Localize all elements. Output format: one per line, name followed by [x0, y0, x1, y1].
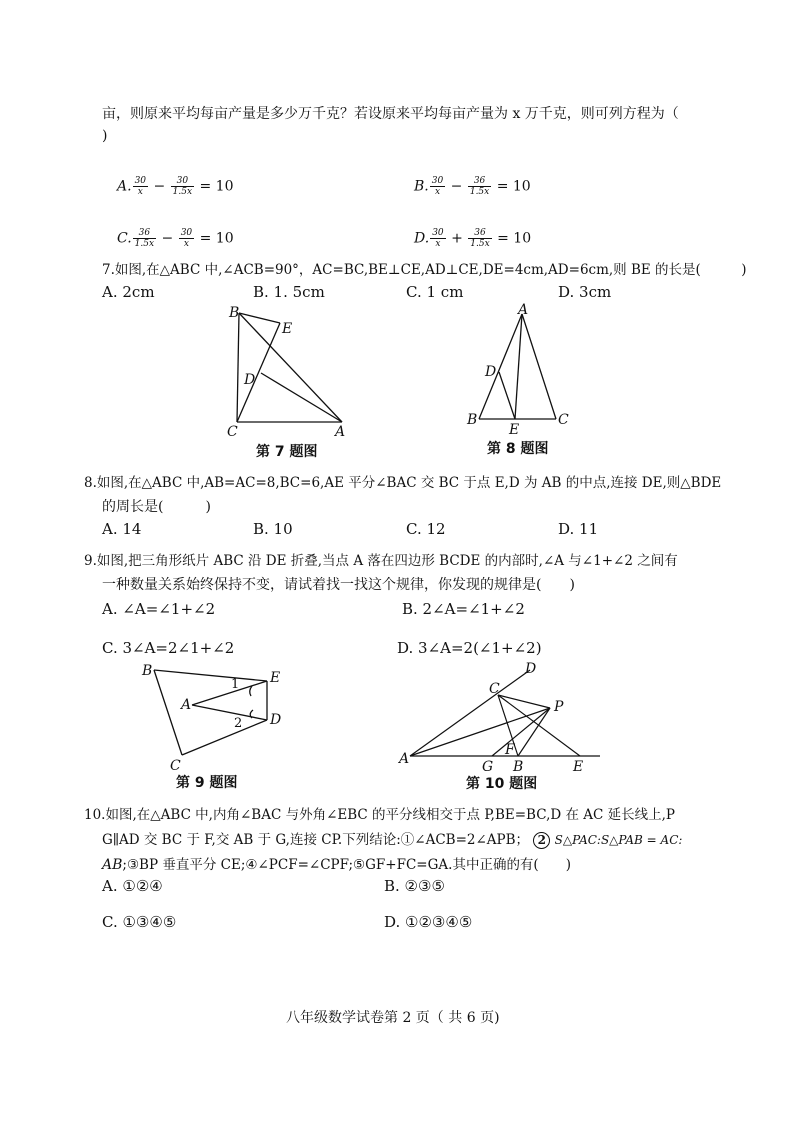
figure-7-caption: 第 7 题图	[256, 444, 318, 460]
fig10-label-f: F	[505, 742, 515, 758]
figure-9-diagram	[140, 660, 290, 770]
fig8-label-e: E	[509, 422, 520, 438]
fig9-label-a: A	[181, 697, 192, 713]
q10-option-b[interactable]: B. ②③⑤	[384, 877, 445, 895]
figure-8-diagram	[462, 300, 582, 440]
figure-10-caption: 第 10 题图	[466, 776, 538, 792]
q9-option-c[interactable]: C. 3∠A=2∠1+∠2	[102, 639, 235, 657]
q7-option-b[interactable]: B. 1. 5cm	[253, 283, 325, 301]
q8-option-d[interactable]: D. 11	[558, 520, 599, 538]
fig8-label-a: A	[518, 302, 529, 318]
circled-two: 2	[533, 832, 550, 849]
q6-option-d[interactable]: D. $\frac{30}{x}$ + $\frac{36}{1.5x}$ = 10	[414, 228, 532, 249]
q9-option-d[interactable]: D. 3∠A=2(∠1+∠2)	[397, 639, 542, 657]
q9-question-line1: 9.如图,把三角形纸片 ABC 沿 DE 折叠,当点 A 落在四边形 BCDE 的内部时,∠A 与∠1+∠2 之间有	[84, 553, 678, 569]
q7-option-d[interactable]: D. 3cm	[558, 283, 612, 301]
figure-8-caption: 第 8 题图	[487, 441, 549, 457]
q8-option-c[interactable]: C. 12	[406, 520, 446, 538]
q10-question-line1: 10.如图,在△ABC 中,内角∠BAC 与外角∠EBC 的平分线相交于点 P,BE=BC,D 在 AC 延长线上,P	[84, 807, 676, 823]
figure-9-caption: 第 9 题图	[176, 775, 238, 791]
q6-text-line2: )	[102, 128, 108, 144]
fig10-label-b: B	[513, 759, 524, 775]
fig7-label-a: A	[335, 424, 346, 440]
figure-10-diagram	[395, 655, 605, 775]
page-footer: 八年级数学试卷第 2 页（ 共 6 页)	[286, 1010, 500, 1026]
fig9-label-d: D	[270, 712, 282, 728]
fig10-label-c: C	[489, 681, 500, 697]
fig7-label-d: D	[244, 372, 256, 388]
q10-ab: AB	[102, 857, 123, 873]
q10-line3-text: ;③BP 垂直平分 CE;④∠PCF=∠CPF;⑤GF+FC=GA.其中正确的有( )	[122, 857, 571, 873]
q7-option-c[interactable]: C. 1 cm	[406, 283, 464, 301]
q6-option-b[interactable]: B. $\frac{30}{x}$ − $\frac{36}{1.5x}$ = 10	[414, 176, 531, 197]
fig10-label-g: G	[482, 759, 494, 775]
q10-option-a[interactable]: A. ①②④	[102, 877, 163, 895]
fig7-label-c: C	[227, 424, 238, 440]
fig9-label-b: B	[142, 663, 153, 679]
q10-option-c[interactable]: C. ①③④⑤	[102, 913, 177, 931]
q9-question-line2: 一种数量关系始终保持不变，请试着找一找这个规律，你发现的规律是( )	[102, 577, 575, 593]
fig8-label-b: B	[467, 412, 478, 428]
q10-area-ratio: S△PAC:S△PAB = AC:	[554, 833, 683, 847]
q9-option-a[interactable]: A. ∠A=∠1+∠2	[102, 600, 216, 618]
q8-question-line1: 8.如图,在△ABC 中,AB=AC=8,BC=6,AE 平分∠BAC 交 BC 于点 E,D 为 AB 的中点,连接 DE,则△BDE	[84, 475, 722, 491]
q9-option-b[interactable]: B. 2∠A=∠1+∠2	[402, 600, 525, 618]
fig9-label-c: C	[170, 758, 181, 770]
fig8-label-c: C	[558, 412, 569, 428]
fig9-angle-2: 2	[234, 716, 243, 731]
q10-line2-text: G∥AD 交 BC 于 F,交 AB 于 G,连接 CP.下列结论:①∠ACB=2∠APB；	[102, 832, 530, 848]
fig10-label-e: E	[573, 759, 584, 775]
fig7-label-e: E	[282, 321, 293, 337]
fig9-label-e: E	[270, 670, 281, 686]
figure-7-diagram	[220, 300, 360, 440]
q6-option-c[interactable]: C. $\frac{36}{1.5x}$ − $\frac{30}{x}$ = 10	[117, 228, 234, 249]
fig10-label-p: P	[554, 699, 564, 715]
q6-option-a[interactable]: A. $\frac{30}{x}$ − $\frac{30}{1.5x}$ = 10	[117, 176, 234, 197]
q8-option-b[interactable]: B. 10	[253, 520, 293, 538]
fig10-label-a: A	[399, 751, 410, 767]
q10-question-line2	[102, 828, 682, 849]
q8-question-line2: 的周长是( )	[102, 499, 211, 515]
q10-option-d[interactable]: D. ①②③④⑤	[384, 913, 473, 931]
q7-question-text: 7.如图,在△ABC 中,∠ACB=90°，AC=BC,BE⊥CE,AD⊥CE,DE=4cm,AD=6cm,则 BE 的长是( )	[102, 262, 747, 278]
q7-option-a[interactable]: A. 2cm	[102, 283, 155, 301]
fig9-angle-1: 1	[231, 677, 240, 692]
fig7-label-b: B	[229, 305, 240, 321]
fig10-label-d: D	[525, 661, 537, 677]
fig8-label-d: D	[485, 364, 497, 380]
q8-option-a[interactable]: A. 14	[102, 520, 142, 538]
q6-text-line1: 亩，则原来平均每亩产量是多少万千克？若设原来平均每亩产量为 x 万千克，则可列方程为（	[102, 106, 679, 122]
q10-question-line3	[102, 853, 571, 873]
